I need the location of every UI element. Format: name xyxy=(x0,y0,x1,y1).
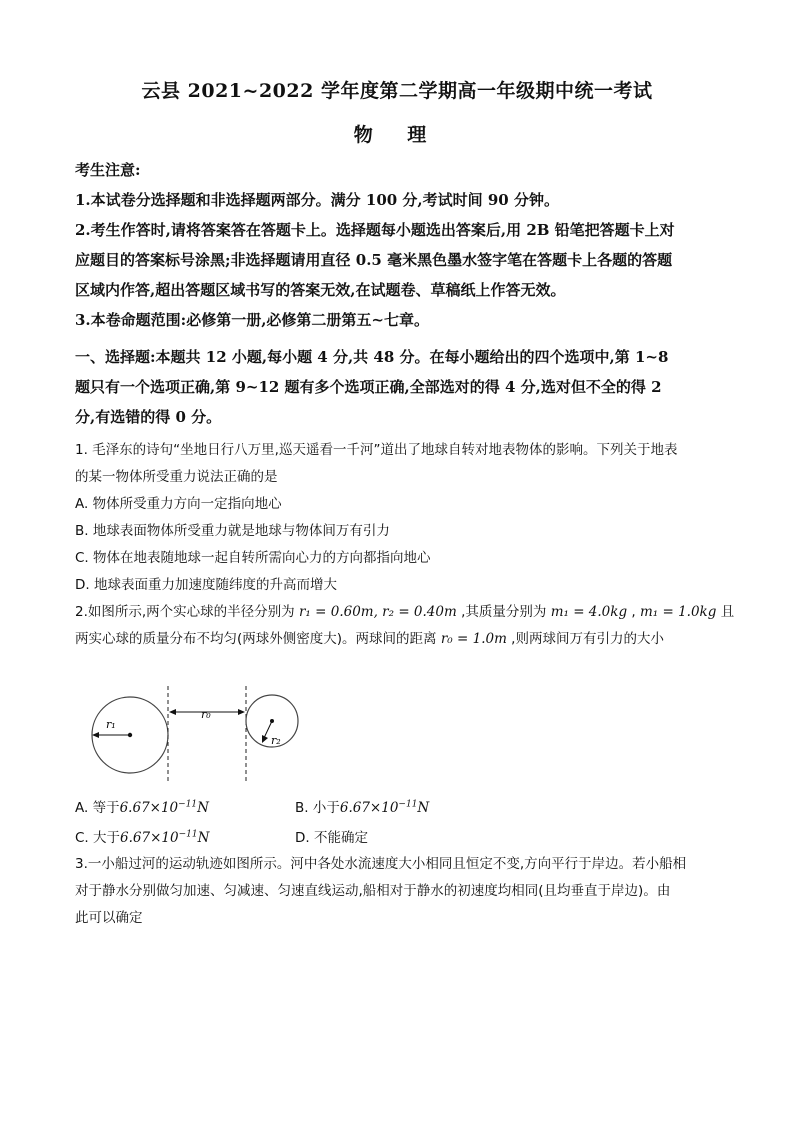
section-line-2: 题只有一个选项正确,第 9~12 题有多个选项正确,全部选对的得 4 分,选对但不全的得 2 xyxy=(75,378,662,396)
q2-option-c-unit: N xyxy=(197,830,210,846)
q2-option-d: D. 不能确定 xyxy=(295,830,368,846)
q2-stem-part-a: 2.如图所示,两个实心球的半径分别为 xyxy=(75,604,295,620)
q2-option-b-value: 6.67×10 xyxy=(339,800,399,816)
q1-option-b: B. 地球表面物体所受重力就是地球与物体间万有引力 xyxy=(75,523,390,539)
question-2 xyxy=(75,599,735,653)
q2-stem-part-b: ,其质量分别为 xyxy=(461,604,547,620)
q2-option-b-unit: N xyxy=(417,800,430,816)
q2-option-b-prefix: B. 小于 xyxy=(295,800,340,816)
r1-label: r₁ xyxy=(106,718,116,731)
q2-option-a-prefix: A. 等于 xyxy=(75,800,120,816)
q2-stem-line2-part-b: ,则两球间万有引力的大小 xyxy=(511,631,664,647)
r0-label: r₀ xyxy=(201,708,211,721)
q2-option-a xyxy=(75,796,209,816)
q1-stem-line-1: 1. 毛泽东的诗句“坐地日行八万里,巡天遥看一千河”道出了地球自转对地表物体的影响。下列关于地表 xyxy=(75,442,678,458)
q1-stem-line-2: 的某一物体所受重力说法正确的是 xyxy=(75,469,278,485)
q2-mass1-equation: m₁ = 4.0kg xyxy=(550,604,628,620)
section-one-instructions xyxy=(75,342,725,432)
q1-option-c: C. 物体在地表随地球一起自转所需向心力的方向都指向地心 xyxy=(75,550,431,566)
notice-item-2-cont2: 区域内作答,超出答题区域书写的答案无效,在试题卷、草稿纸上作答无效。 xyxy=(75,281,566,299)
q2-option-b-exp: −11 xyxy=(398,799,418,810)
notice-item-2-cont: 应题目的答案标号涂黑;非选择题请用直径 0.5 毫米黑色墨水签字笔在答题卡上各题的答题 xyxy=(75,251,673,269)
exam-title: 云县 2021~2022 学年度第二学期高一年级期中统一考试 xyxy=(141,80,653,102)
q2-stem-line-1 xyxy=(75,599,735,626)
q1-option-d: D. 地球表面重力加速度随纬度的升高而增大 xyxy=(75,577,337,593)
q2-option-a-value: 6.67×10 xyxy=(119,800,179,816)
q2-stem-part-d: 且 xyxy=(720,604,735,620)
q2-distance-equation: r₀ = 1.0m xyxy=(440,631,507,647)
q2-two-spheres-figure xyxy=(70,684,310,784)
q2-option-a-exp: −11 xyxy=(178,799,198,810)
q2-radius-equation: r₁ = 0.60m, r₂ = 0.40m xyxy=(298,604,457,620)
q2-stem-line-2 xyxy=(75,626,725,653)
q3-stem-line-1: 3.一小船过河的运动轨迹如图所示。河中各处水流速度大小相同且恒定不变,方向平行于岸边。若小船相 xyxy=(75,856,687,872)
notice-heading: 考生注意: xyxy=(75,161,141,179)
q2-option-c-exp: −11 xyxy=(178,829,198,840)
q2-option-c-prefix: C. 大于 xyxy=(75,830,121,846)
section-line-1: 一、选择题:本题共 12 小题,每小题 4 分,共 48 分。在每小题给出的四个选项中,第 1~8 xyxy=(75,348,669,366)
q2-stem-part-c: , xyxy=(631,604,636,620)
q2-option-c xyxy=(75,826,209,846)
q2-stem-line2-part-a: 两实心球的质量分布不均匀(两球外侧密度大)。两球间的距离 xyxy=(75,631,437,647)
q3-stem-line-3: 此可以确定 xyxy=(75,910,143,926)
r1-arrow-head xyxy=(92,732,99,738)
question-1 xyxy=(75,437,725,599)
q1-option-a: A. 物体所受重力方向一定指向地心 xyxy=(75,496,282,512)
r0-arrow-head-right xyxy=(238,709,245,715)
notice-item-1: 1.本试卷分选择题和非选择题两部分。满分 100 分,考试时间 90 分钟。 xyxy=(75,191,559,209)
q2-option-b xyxy=(295,796,429,816)
question-3 xyxy=(75,851,725,932)
q3-stem-line-2: 对于静水分别做匀加速、匀减速、匀速直线运动,船相对于静水的初速度均相同(且均垂直于岸边)。由 xyxy=(75,883,671,899)
q2-option-a-unit: N xyxy=(197,800,209,816)
subject-title: 物 理 xyxy=(353,124,441,146)
notice-item-2: 2.考生作答时,请将答案答在答题卡上。选择题每小题选出答案后,用 2B 铅笔把答题卡上对 xyxy=(75,221,675,239)
notice-item-3: 3.本卷命题范围:必修第一册,必修第二册第五~七章。 xyxy=(75,311,429,329)
q2-option-c-value: 6.67×10 xyxy=(120,830,179,846)
r0-arrow-head-left xyxy=(169,709,176,715)
q2-mass2-equation: m₁ = 1.0kg xyxy=(639,604,717,620)
section-line-3: 分,有选错的得 0 分。 xyxy=(75,408,222,426)
r2-label: r₂ xyxy=(271,734,281,747)
notice-block xyxy=(75,155,725,335)
